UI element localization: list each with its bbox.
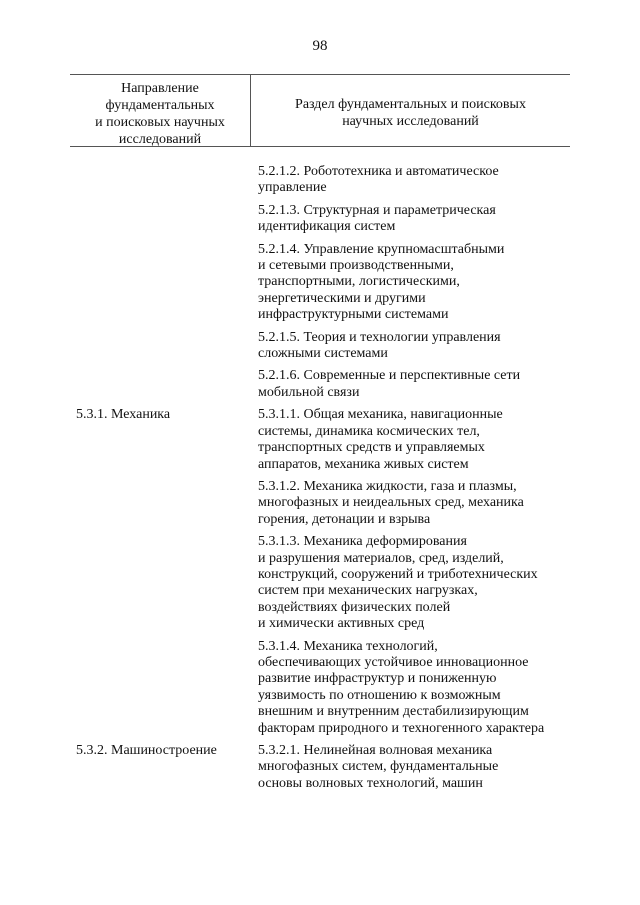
- header-section-text: Раздел фундаментальных и поисковых научных исследований: [295, 97, 526, 129]
- table-top-rule: [70, 74, 570, 75]
- direction-cell: [70, 368, 258, 401]
- direction-cell: [70, 534, 258, 632]
- table-row: [70, 242, 570, 324]
- section-cell: 5.2.1.3. Структурная и параметрическая идентификация систем: [258, 202, 496, 235]
- direction-cell: [70, 330, 258, 363]
- section-cell: 5.3.1.1. Общая механика, навигационные системы, динамика космических тел, транспортных средств и управляемых аппаратов, механика живых систем: [258, 407, 503, 472]
- direction-cell: [70, 242, 258, 324]
- table-row: [70, 164, 570, 197]
- section-cell: 5.2.1.4. Управление крупномасштабными и сетевыми производственными, транспортными, логистическими, энергетическими и другими инфраструктурными системами: [258, 241, 505, 323]
- section-cell: 5.3.2.1. Нелинейная волновая механика многофазных систем, фундаментальные основы волновых технологий, машин: [258, 743, 499, 791]
- direction-cell: [70, 639, 258, 737]
- section-cell: 5.2.1.5. Теория и технологии управления сложными системами: [258, 329, 501, 362]
- table-row: [70, 203, 570, 236]
- section-cell: 5.3.1.4. Механика технологий, обеспечивающих устойчивое инновационное развитие инфраструктур и пониженную уязвимость по отношению к возможным внешним и внутренним дестабилизирующим факторам природного и техногенного характера: [258, 638, 545, 736]
- table-body: [70, 164, 570, 798]
- table-row: [70, 479, 570, 528]
- column-header-direction: [70, 80, 250, 148]
- direction-cell: 5.3.1. Механика: [76, 407, 171, 423]
- section-cell: 5.2.1.2. Робототехника и автоматическое управление: [258, 164, 499, 196]
- section-cell: 5.3.1.3. Механика деформирования и разрушения материалов, сред, изделий, конструкций, сооружений и триботехнических систем при механических нагрузках, воздействиях физических полей и химически активных сред: [258, 534, 538, 632]
- table-row: [70, 368, 570, 401]
- direction-cell: 5.3.2. Машиностроение: [76, 743, 217, 758]
- page-number: 98: [312, 38, 328, 54]
- direction-cell: [70, 203, 258, 236]
- direction-cell: [70, 479, 258, 528]
- table-row: [70, 534, 570, 632]
- table-row: [70, 639, 570, 737]
- header-direction-text: Направление фундаментальных и поисковых научных исследований: [95, 81, 225, 147]
- column-header-section: [251, 96, 570, 130]
- section-cell: 5.2.1.6. Современные и перспективные сети мобильной связи: [258, 368, 521, 400]
- direction-cell: [70, 164, 258, 197]
- table-row: [70, 407, 570, 473]
- table-row: [70, 743, 570, 792]
- section-cell: 5.3.1.2. Механика жидкости, газа и плазмы, многофазных и неидеальных сред, механика горения, детонации и взрыва: [258, 478, 524, 527]
- table-row: [70, 330, 570, 363]
